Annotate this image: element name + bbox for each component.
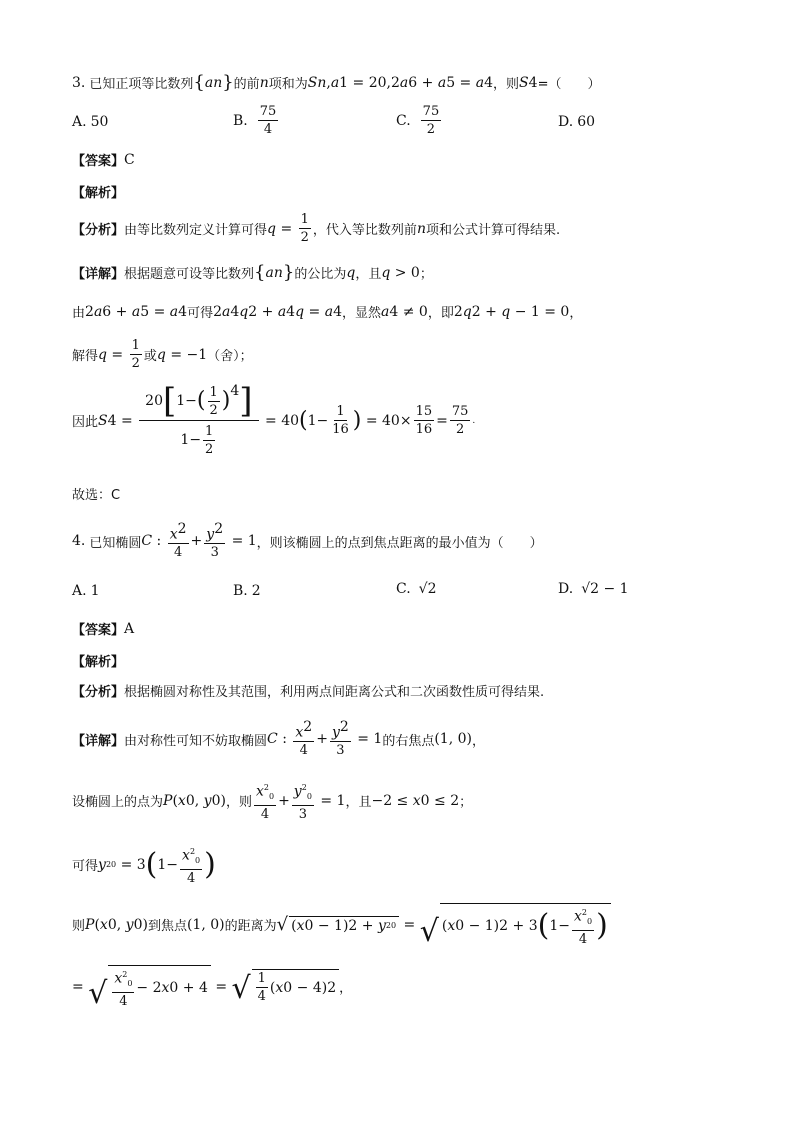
question-4-stem: 4. 已知椭圆 C : $\frac{x^2}{4}$ + $\frac{y^2}{3}$ = 1 ，则该椭圆上的点到焦点距离的最小值为（ ） [72, 521, 543, 561]
option-c: C. $\frac{75}{2}$ [396, 104, 440, 137]
solution-step: 设椭圆上的点为 P ( x 0 , y 0 ) ，则 $\frac{x^2_0}{4}$ + $\frac{y^2_0}{3}$ = 1 ，且 −2 ≤ x 0 ≤ 2 ； [72, 780, 472, 822]
option-b: B. 2 [233, 583, 261, 599]
option-d: D. √2 − 1 [558, 581, 629, 597]
fraction: $\frac{75}{4}$ [259, 104, 277, 137]
answer-line: 【答案】 A [72, 620, 135, 638]
sum-formula: 因此 S 4 = 20 [ 1− ( $\frac{1}{2}$ ) 4 ] 1− $\frac{1}{2}$ = 40 ( 1− $\frac{1}{16}$ ) = 40× $\frac{15}{16}$ = $\frac{75}{2}$ . [72, 381, 476, 457]
option-d: D. 60 [558, 114, 596, 130]
solution-step: 由 2 a 6 + a 5 = a 4 可得 2 a 4 q 2 + a 4 q = a 4 ，显然 a 4 ≠ 0 ，即 2 q 2 + q − 1 = 0 ， [72, 303, 583, 321]
analysis-heading: 【解析】 [72, 186, 125, 201]
answer-line: 【答案】 C [72, 151, 135, 169]
analysis-summary: 【分析】 根据椭圆对称性及其范围，利用两点间距离公式和二次函数性质可得结果. [72, 685, 545, 700]
detailed-solution: 【详解】 根据题意可设等比数列 { a n } 的公比为 q ，且 q > 0 ； [72, 262, 433, 283]
analysis-summary: 【分析】 由等比数列定义计算可得 q = $\frac{1}{2}$ ，代入等比数列前 n 项和公式计算可得结果. [72, 212, 561, 245]
fraction: $\frac{75}{2}$ [422, 104, 440, 137]
question-3-stem: 3. 已知正项等比数列 { a n } 的前 n 项和为 S n , a 1 = 20,2 a 6 + a 5 = a 4 ，则 S 4 =（ ） [72, 72, 601, 93]
option-b: B. $\frac{75}{4}$ [233, 104, 277, 137]
option-c: C. √2 [396, 581, 437, 597]
analysis-heading: 【解析】 [72, 655, 125, 670]
final-choice: 故选：C [72, 488, 121, 503]
option-a: A. 1 [72, 583, 100, 599]
solution-step: 解得 q = $\frac{1}{2}$ 或 q = −1 （舍）； [72, 338, 253, 371]
solution-step: = √ $\frac{x^2_0}{4}$ − 2 x 0 + 4 = √ $\frac{1}{4}$ ( x 0 − 4) 2 ， [72, 965, 352, 1009]
option-a: A. 50 [72, 114, 109, 130]
solution-step: 可得 y 2 0 = 3 ( 1− $\frac{x^2_0}{4}$ ) [72, 844, 216, 886]
detailed-solution: 【详解】 由对称性可知不妨取椭圆 C : $\frac{x^2}{4}$ + $\frac{y^2}{3}$ = 1 的右焦点 (1, 0) ， [72, 719, 485, 759]
solution-step: 则 P ( x 0 , y 0 ) 到焦点 (1, 0) 的距离为 √ ( x 0 − 1) 2 + y 2 0 = √ ( x 0 − 1) 2 + 3 ( 1− $\frac{x^2_0}{4}$ ) [72, 903, 611, 947]
fraction: 20 [ 1− ( $\frac{1}{2}$ ) 4 ] 1− $\frac{1}{2}$ [139, 384, 258, 457]
